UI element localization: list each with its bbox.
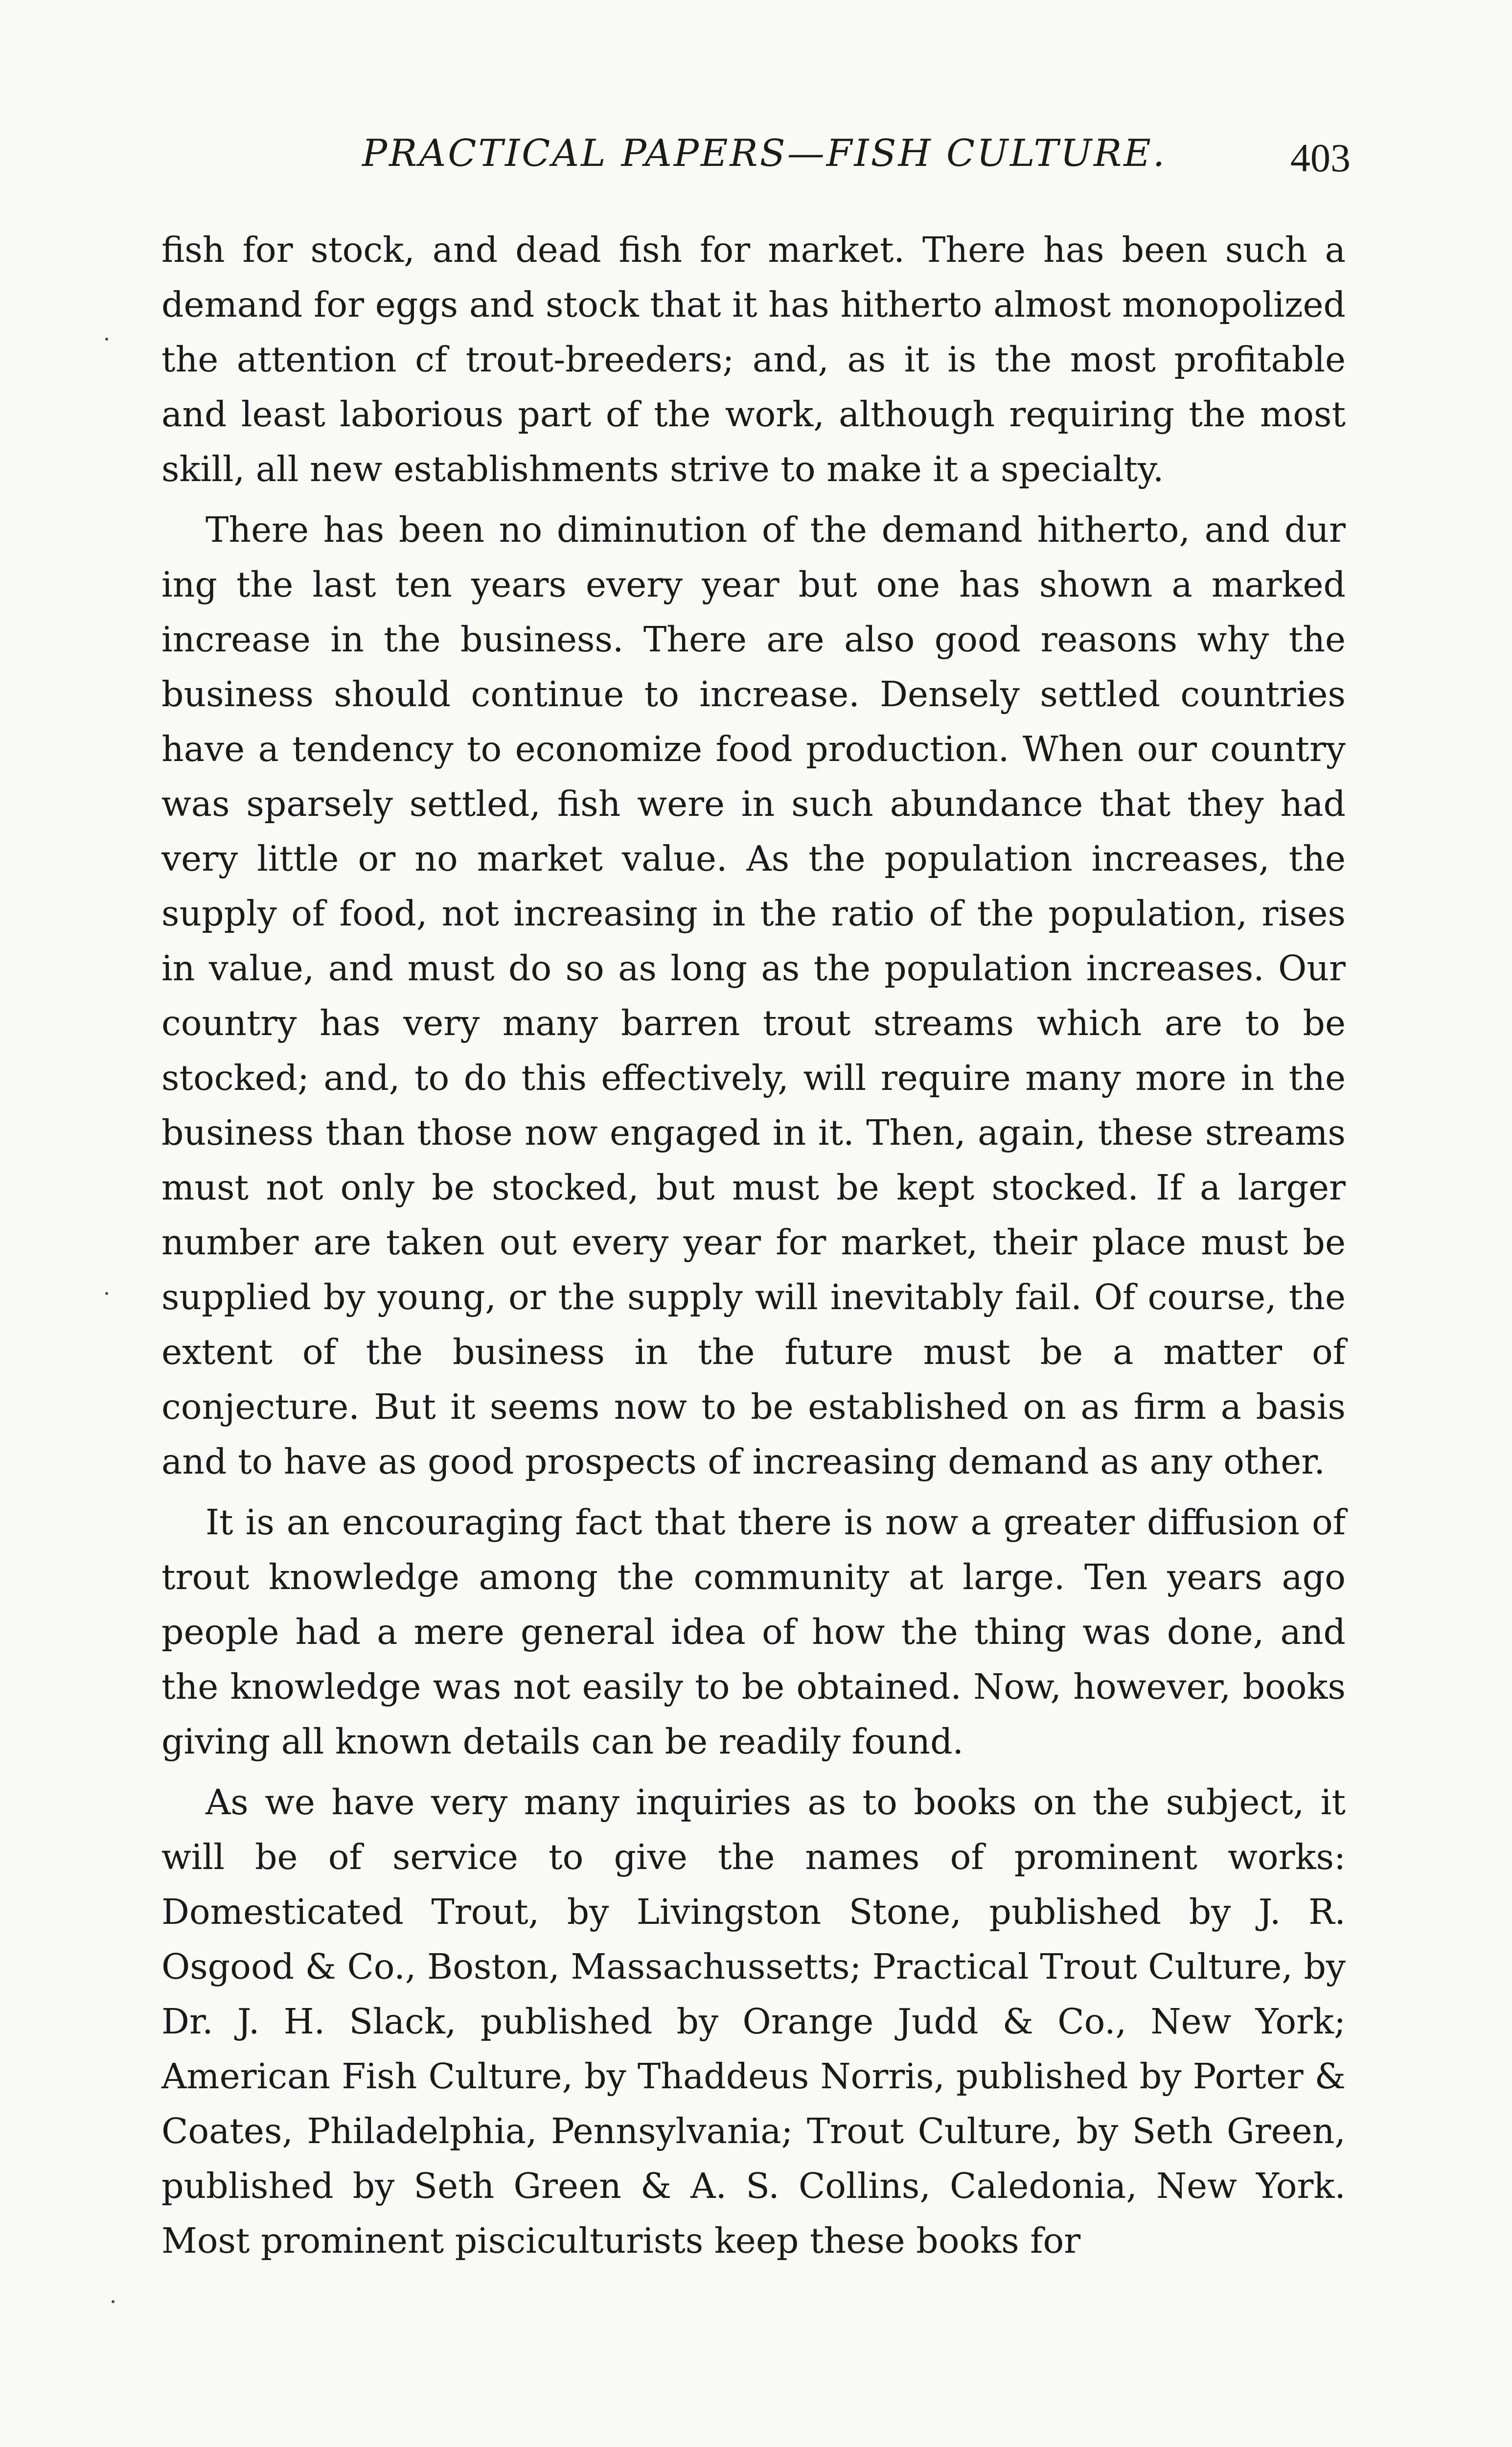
body-text — [161, 223, 1346, 2274]
running-head: PRACTICAL PAPERS—FISH CULTURE. — [362, 131, 1167, 175]
paragraph-continuation: fish for stock, and dead fish for market. There has been such a demand for eggs and stock that it has hitherto almost monopolized the attention cf trout-breeders; and, as it is the most profitable and least laborious part of the work, although requiring the most skill, all new establishments strive to make it a specialty. — [161, 230, 1346, 489]
page-header — [161, 131, 1351, 190]
paragraph-knowledge: It is an encouraging fact that there is now a greater diffusion of trout knowledge among the community at large. Ten years ago people had a mere general idea of how the thing was done, and the knowledge was not easily to be obtained. Now, however, books giving all known details can be readily found. — [161, 1502, 1346, 1762]
ink-speck — [112, 2300, 115, 2303]
ink-speck — [105, 338, 108, 341]
page-number: 403 — [1290, 136, 1351, 180]
paragraph-demand: There has been no diminution of the demand hitherto, and dur ing the last ten years every year but one has shown a marked increase in the business. There are also good reasons why the business should continue to increase. Densely settled countries have a tendency to economize food production. When our country was sparsely settled, fish were in such abundance that they had very little or no market value. As the population increases, the supply of food, not increasing in the ratio of the population, rises in value, and must do so as long as the population increases. Our country has very many barren trout streams which are to be stocked; and, to do this effectively, will require many more in the business than those now engaged in it. Then, again, these streams must not only be stocked, but must be kept stocked. If a larger number are taken out every year for market, their place must be supplied by young, or the supply will inevitably fail. Of course, the extent of the business in the future must be a matter of conjecture. But it seems now to be established on as firm a basis and to have as good prospects of increasing demand as any other. — [161, 509, 1346, 1482]
paragraph-books: As we have very many inquiries as to books on the subject, it will be of service to give the names of prominent works: Domesticated Trout, by Livingston Stone, published by J. R. Osgood & Co., Boston, Massachussetts; Practical Trout Culture, by Dr. J. H. Slack, published by Orange Judd & Co., New York; American Fish Culture, by Thaddeus Norris, published by Porter & Coates, Philadelphia, Pennsylvania; Trout Culture, by Seth Green, published by Seth Green & A. S. Collins, Caledonia, New York. Most prominent pisciculturists keep these books for — [161, 1782, 1346, 2261]
ink-speck — [105, 1292, 108, 1295]
